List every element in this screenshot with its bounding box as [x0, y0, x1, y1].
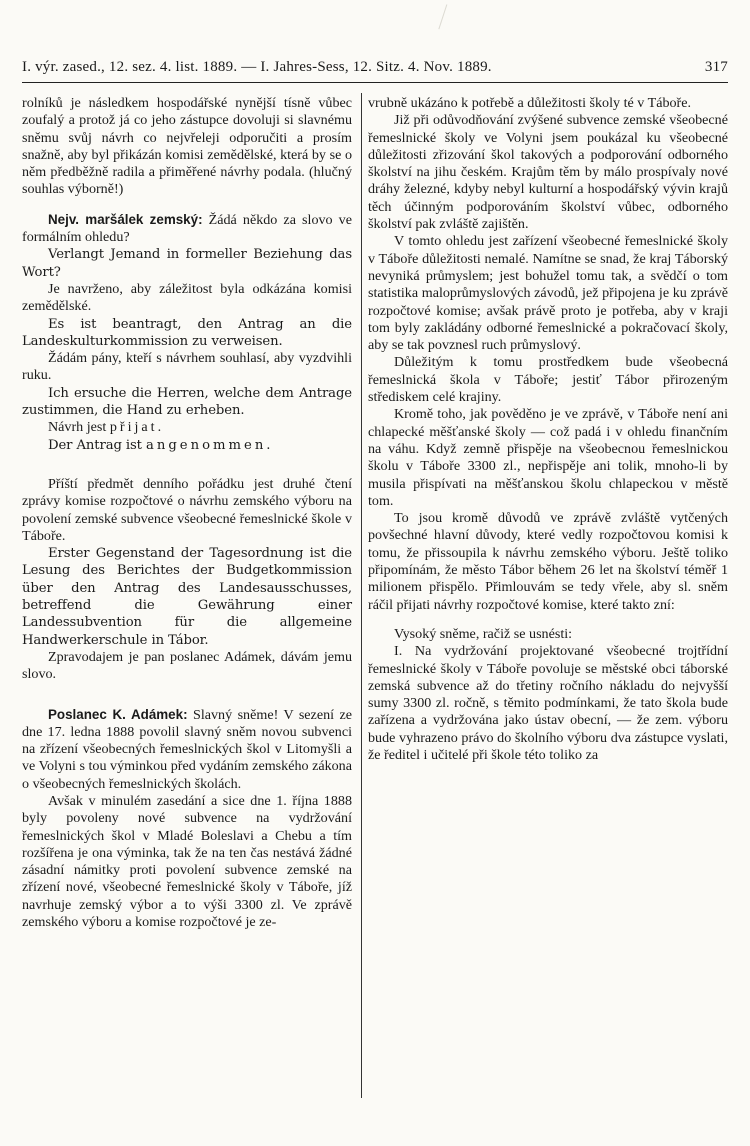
paragraph-german: Ich ersuche die Herren, welche dem Antrage zustimmen, die Hand zu erheben.	[22, 385, 352, 419]
speaker-name: Nejv. maršálek zemský:	[48, 211, 203, 227]
page-number: 317	[704, 59, 728, 75]
result-text: Návrh jest	[48, 419, 110, 436]
paragraph: I. Na vydržování projektované všeobecné trojtřídní řemeslnické školy v Táboře povoluje se městské obci táborské zemská subvence až do třetiny ročního nákladu do nejvyšší sumy 3300 zl. ročně, s těmito podmínkami, že tato škola bude zařízena a vydržována jako ústav obecní, — že zem. výboru bude vyhrazeno právo do školního výboru dva zástupce vyslati, že ředitel i učitelé při škole této toliko za	[368, 643, 728, 763]
right-column	[368, 95, 728, 764]
paragraph: Vysoký sněme, račiž se usnésti:	[394, 625, 573, 642]
paragraph: Důležitým k tomu prostředkem bude všeobecná řemeslnická škola v Táboře; jestiť Tábor přirozeným střediskem celé krajiny.	[368, 354, 728, 406]
paragraph: Žádám pány, kteří s návrhem souhlasí, aby vyzdvihli ruku.	[22, 350, 352, 384]
speaker-name: Poslanec K. Adámek:	[48, 706, 188, 722]
left-column	[22, 95, 352, 931]
paragraph	[22, 706, 352, 793]
paragraph: V tomto ohledu jest zařízení všeobecné řemeslnické školy v Táboře důležitosti nemalé. Namítne se snad, že kraj Táborský nevyniká průmyslem; jest bohužel tomu tak, a svědčí o tom statistika maloprůmyslových závodů, jež připojena je ku zprávě rozpočtové komise; avšak právě proto je potřeba, aby v kraji tom byly zakládány odborné řemeslnické a pokračovací školy, aby se tak povznesl ruch průmyslový.	[368, 233, 728, 354]
paragraph: Zpravodajem je pan poslanec Adámek, dávám jemu slovo.	[22, 648, 352, 683]
paragraph-german: Es ist beantragt, den Antrag an die Landeskulturkommission zu verweisen.	[22, 316, 352, 349]
paragraph: To jsou kromě důvodů ve zprávě zvláště vytčených povšechné hlavní důvody, které vedly rozpočtovou komisi k tomu, že přissoupila k návrhu zemského výboru. Ještě toliko připomínám, že město Tábor během 26 let na školství téměř 1 milionem přispělo. Přimlouvám se tedy vřele, aby sl. sněm ráčil přijati návrhy rozpočtové komise, které takto zní:	[368, 510, 728, 613]
header-session-info: I. výr. zased., 12. sez. 4. list. 1889. — I. Jahres-Sess, 12. Sitz. 4. Nov. 1889.	[22, 59, 492, 75]
paragraph: Příští předmět denního pořádku jest druhé čtení zprávy komise rozpočtové o návrhu zemského výboru na povolení zemské subvence všeobecné řemeslnické škole v Táboře.	[22, 475, 352, 544]
paragraph-german	[22, 437, 352, 454]
paragraph: rolníků je následkem hospodářské nynější tísně vůbec zoufalý a protož já co jeho zástupce dovoluji si slavnému sněmu svůj návrh co nejvřeleji odporučiti a prosím snažně, aby byl přikázán komisi zemědělské, která by se o něm předběžně radila a přiměřené návrhy podala. (hlučný souhlas výborně!)	[22, 95, 352, 198]
paragraph: Již při odůvodňování zvýšené subvence zemské všeobecné řemeslnické školy ve Volyni jsem poukázal ku všeobecné důležitosti zřizování škol takových a podporování odborného školství na jihu českém. Krajům těm by málo prospívaly nové dráhy železné, kdyby nebyl kulturní a hospodářský vývin krajů těch účinným podporováním školství vůbec, odborného školství pak zvláště zajištěn.	[368, 112, 728, 233]
header-rule	[22, 82, 728, 83]
paragraph-german: Verlangt Jemand in formeller Beziehung das Wort?	[22, 247, 352, 280]
paragraph	[22, 211, 352, 247]
paragraph: vrubně ukázáno k potřebě a důležitosti školy té v Táboře.	[368, 95, 692, 111]
running-header	[22, 56, 728, 78]
paragraph-german: Erster Gegenstand der Tagesordnung ist die Lesung des Berichtes der Budgetkommission über den Antrag des Landesausschusses, betreffend die Gewährung einer Landessubvention für die allgemeine Handwerkerschule in Tábor.	[22, 546, 352, 648]
paragraph	[22, 419, 352, 436]
column-divider	[361, 93, 362, 1098]
result-emphasis: přijat.	[109, 419, 165, 436]
result-emphasis: angenommen.	[145, 437, 274, 453]
paragraph: Avšak v minulém zasedání a sice dne 1. října 1888 byly povoleny nové subvence na vydržování řemeslnických škol v Mladé Boleslavi a Chebu a tím rozšířena je ona výminka, tak že na ten čas nestává žádné zásadní námitky proti povolení subvence zemské na zřízení nové, všeobecné řemeslnické školy v Táboře, jíž navrhuje zemský výbor a to výši 3300 zl. Ve zprávě zemského výboru a komise rozpočtové je ze-	[22, 792, 352, 931]
paragraph: Kromě toho, jak pověděno je ve zprávě, v Táboře není ani chlapecké měšťanské školy — což padá i v ohledu finančním na váhu. Když zemně přispěje na všeobecnou řemeslnickou školu v Táboře 3300 zl., nepřispěje ani tolik, mnoho-li by musila přispívati na měšťanskou školu chlapeckou v městě tom.	[368, 406, 728, 509]
page-stain	[438, 4, 460, 33]
speech-text: Žádá někdo za slovo ve formálním ohledu?	[22, 211, 352, 246]
paragraph: Je navrženo, aby záležitost byla odkázána komisi zemědělské.	[22, 280, 352, 315]
speech-text: Slavný sněme! V sezení ze dne 17. ledna 1888 povolil slavný sněm novou subvenci na zřízení všeobecných řemeslnických škol v Litomyšli a ve Volyni s tou výminkou před vydáním zemského zákona o všeobecných řemeslnických školách.	[22, 706, 352, 792]
result-text: Der Antrag ist	[48, 437, 146, 453]
